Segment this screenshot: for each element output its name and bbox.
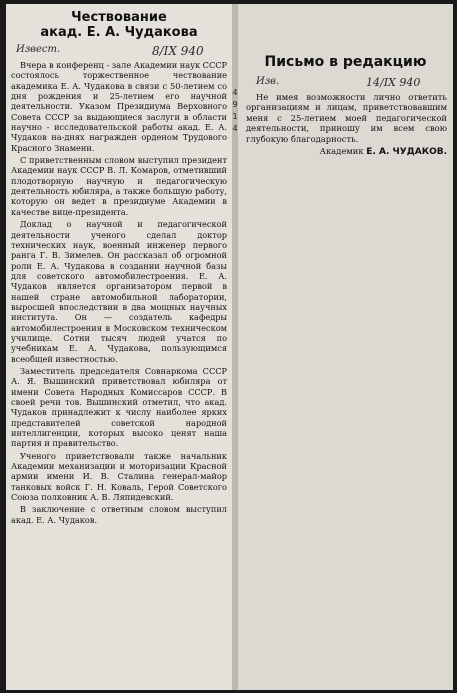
left-paragraph-3: Доклад о научной и педагогической деятельности ученого сделал доктор технических наук, военный инженер первого ранга Г. В. Зимелев. Он рассказал об огромной роли Е. А. Чудакова в создании научной базы для советского автомобилестроения. Е. А. Чудаков является организатором первой в нашей стране автомобильной лаборатории, выросшей впоследствии в два мощных научных института. Он — создатель кафедры автомобилестроения в Московском техническом училище. Сотни тысяч людей учатся по учебникам Е. А. Чудакова, пользующимся всеобщей известностью. bbox=[11, 219, 227, 364]
signature-prefix: Академик bbox=[319, 146, 364, 157]
newspaper-clipping-sheet bbox=[6, 4, 453, 690]
right-article-title: Письмо в редакцию bbox=[264, 54, 427, 70]
left-paragraph-1: Вчера в конференц - зале Академии наук СССР состоялось торжественное чествование академика Е. А. Чудакова в связи с 50-летием со дня рождения и 25-летием его научной деятельности. Указом Президиума Верховного Совета СССР за выдающиеся заслуги в области научно - исследовательской работы акад. Е. А. Чудаков на-днях награжден орденом Трудового Красного Знамени. bbox=[11, 60, 227, 153]
left-article-body bbox=[11, 60, 227, 525]
handwritten-date-left: 8/IX 940 bbox=[152, 44, 204, 58]
fold-mark-4: 4 bbox=[232, 124, 238, 133]
left-paragraph-6: В заключение с ответным словом выступил акад. Е. А. Чудаков. bbox=[11, 504, 227, 525]
signature-name: Е. А. ЧУДАКОВ. bbox=[366, 147, 447, 158]
left-title-line2: акад. Е. А. Чудакова bbox=[40, 25, 198, 40]
fold-mark-3: 1 bbox=[232, 112, 238, 121]
left-title-line1: Чествование bbox=[71, 10, 167, 25]
handwritten-source-right: Изв. bbox=[256, 76, 280, 87]
fold-mark-1: 4 bbox=[232, 88, 238, 97]
left-paragraph-2: С приветственным словом выступил президент Академии наук СССР В. Л. Комаров, отметивший плодотворную научную и педагогическую деятельность юбиляра, а также большую работу, которую он ведет в президиуме Академии в качестве вице-президента. bbox=[11, 155, 227, 217]
left-paragraph-5: Ученого приветствовали также начальник Академии механизации и моторизации Красной армии имени И. В. Сталина генерал-майор танковых войск Г. Н. Коваль, Герой Советского Союза полковник А. В. Ляпидевский. bbox=[11, 450, 227, 503]
left-article-title bbox=[12, 10, 226, 40]
handwritten-source-left: Извест. bbox=[16, 44, 61, 55]
letter-text: Не имея возможности лично ответить организациям и лицам, приветствовавшим меня с 25-летием моей педагогической деятельности, приношу им всем свою глубокую благодарность. bbox=[246, 92, 447, 144]
left-paragraph-4: Заместитель председателя Совнаркома СССР А. Я. Вышинский приветствовал юбиляра от имени Совета Народных Комиссаров СССР. В своей речи тов. Вышинский отметил, что акад. Чудаков принадлежит к числу наиболее ярких представителей советской народной интеллигенции, которых высоко ценят наша партия и правительство. bbox=[11, 365, 227, 449]
letter-body bbox=[246, 92, 447, 157]
letter-signature bbox=[246, 146, 447, 157]
handwritten-date-right: 14/IX 940 bbox=[366, 76, 421, 89]
left-column bbox=[6, 4, 232, 690]
fold-mark-2: 9 bbox=[232, 100, 238, 109]
right-column bbox=[238, 4, 453, 690]
